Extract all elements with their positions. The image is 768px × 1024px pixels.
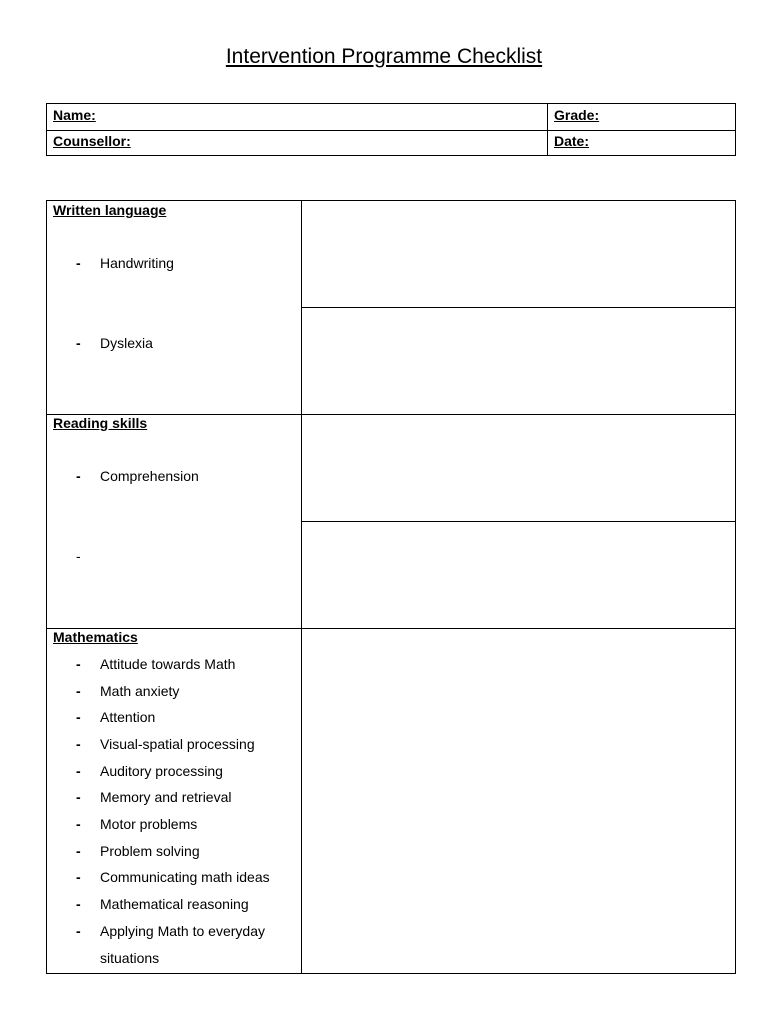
student-info-table (46, 103, 736, 156)
written-notes-divider (301, 307, 735, 308)
section-heading-reading-skills: Reading skills (53, 415, 148, 431)
date-label: Date: (554, 133, 590, 149)
column-divider (301, 201, 302, 973)
section-heading-written-language: Written language (53, 202, 167, 218)
grade-label: Grade: (554, 107, 600, 123)
counsellor-label: Counsellor: (53, 133, 131, 149)
reading-notes-divider (301, 521, 735, 522)
info-row-counsellor (47, 130, 735, 156)
section-divider-math (47, 628, 735, 629)
checklist-table: Written language - Handwriting - Dyslexia Reading skills - Comprehension - Mathematics - Attitude towards Math - Math anxiety - Attention - Visual-spatial processing - Auditory processing - Memory and retrieval - Motor problems - Problem solving - Communicating math ideas - Mathematical reasoning - Applying Math to everyday situations (46, 200, 736, 974)
info-row-name (47, 104, 735, 131)
info-divider (547, 104, 548, 155)
section-heading-mathematics: Mathematics (53, 629, 138, 645)
section-divider-reading (47, 414, 735, 415)
page-title: Intervention Programme Checklist (225, 45, 543, 68)
name-label: Name: (53, 107, 96, 123)
